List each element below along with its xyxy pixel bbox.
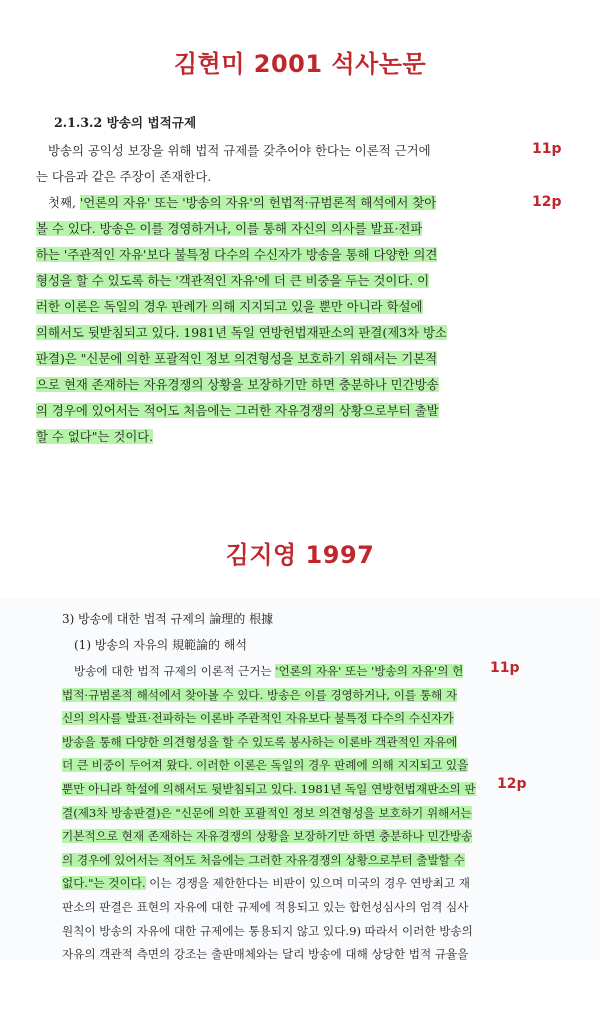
text-line — [62, 851, 465, 869]
text-line — [62, 898, 468, 916]
text-line — [48, 142, 431, 160]
page-marker-11p: 11p — [532, 141, 562, 157]
page-marker-12p: 12p — [497, 776, 527, 792]
section-heading: 3) 방송에 대한 법적 규제의 論理的 根據 — [62, 612, 274, 626]
highlighted-text: 볼 수 있다. 방송은 이를 경영하거나, 이를 통해 자신의 의사를 발표·전파 — [36, 221, 423, 236]
text-line — [36, 428, 153, 446]
document-title-kim-jiyoung: 김지영 1997 — [225, 541, 375, 569]
highlighted-text: 의 경우에 있어서는 적어도 처음에는 그러한 자유경쟁의 상황으로부터 출발할 수 — [62, 852, 465, 867]
highlighted-text: 뿐만 아니라 학설에 의해서도 뒷받침되고 있다. 1981년 독일 연방헌법재판소의 판 — [62, 782, 476, 796]
text-line — [48, 194, 436, 212]
page-marker-12p: 12p — [532, 194, 562, 210]
plain-text: 방송에 대한 법적 규제의 이론적 근거는 — [74, 664, 276, 678]
text-line — [36, 246, 437, 264]
highlighted-text: 의 경우에 있어서는 적어도 처음에는 그러한 자유경쟁의 상황으로부터 출발 — [36, 403, 439, 418]
highlighted-text: 방송을 통해 다양한 의견형성을 할 수 있도록 봉사하는 이론바 객관적인 자유에 — [62, 734, 458, 749]
text-line — [36, 298, 423, 316]
page-marker-11p: 11p — [490, 660, 520, 676]
thesis-excerpt-2001 — [0, 110, 600, 460]
highlighted-text: '언론의 자유' 또는 '방송의 자유'의 헌 — [275, 664, 464, 678]
highlighted-text: 할 수 없다"는 것이다. — [36, 429, 154, 444]
highlighted-text: 하는 '주관적인 자유'보다 불특정 다수의 수신자가 방송을 통해 다양한 의견 — [36, 247, 438, 262]
text-line — [62, 945, 468, 963]
highlighted-text: 더 큰 비중이 두어져 왔다. 이러한 이론은 독일의 경우 판례에 의해 지지되고 있을 — [62, 758, 469, 773]
plain-text: 자유의 객관적 측면의 강조는 출판매체와는 달리 방송에 대해 상당한 법적 규율을 — [62, 947, 469, 962]
plain-text: 원칙이 방송의 자유에 대한 규제에는 통용되지 않고 있다.9) 따라서 이러한 방송의 — [62, 923, 473, 938]
text-line — [36, 376, 439, 394]
text-line — [36, 350, 437, 368]
document-title-kim-hyunmi: 김현미 2001 석사논문 — [173, 50, 427, 78]
text-line — [36, 168, 211, 186]
highlighted-text: 법적·규범론적 해석에서 찾아볼 수 있다. 방송은 이를 경영하거나, 이를 통해 자 — [62, 687, 458, 702]
highlighted-text: 으로 현재 존재하는 자유경쟁의 상황을 보장하기만 하면 충분하나 민간방송 — [36, 377, 439, 392]
text-line — [62, 922, 473, 940]
text-line — [36, 402, 439, 420]
plain-text: 방송의 공익성 보장을 위해 법적 규제를 갖추어야 한다는 이론적 근거에 — [48, 143, 431, 158]
text-line — [62, 686, 457, 704]
highlighted-text: 신의 의사를 발표·전파하는 이론바 주관적인 자유보다 불특정 다수의 수신자가 — [62, 711, 454, 726]
text-line — [62, 874, 470, 892]
highlighted-text: '언론의 자유' 또는 '방송의 자유'의 헌법적·규범론적 해석에서 찾아 — [79, 195, 437, 210]
text-line — [62, 804, 472, 822]
text-line — [36, 220, 422, 238]
highlighted-text: 형성을 할 수 있도록 하는 '객관적인 자유'에 더 큰 비중을 두는 것이다. 이 — [36, 273, 430, 288]
text-line — [62, 756, 468, 774]
highlighted-text: 판결)은 "신문에 의한 포괄적인 정보 의견형성을 보호하기 위해서는 기본적 — [36, 351, 438, 366]
plain-text: 첫째, — [48, 195, 80, 210]
section-heading: 2.1.3.2 방송의 법적규제 — [54, 115, 197, 130]
paper-excerpt-1997 — [0, 598, 600, 960]
text-line — [74, 662, 463, 680]
highlighted-text: 결(제3차 방송판결)은 "신문에 의한 포괄적인 정보 의견형성을 보호하기 위해서는 — [62, 805, 472, 820]
text-line — [62, 709, 454, 727]
text-line — [62, 780, 476, 798]
plain-text: 는 다음과 같은 주장이 존재한다. — [36, 169, 212, 184]
subsection-heading: (1) 방송의 자유의 規範論的 해석 — [74, 638, 247, 652]
highlighted-text: 없다."는 것이다. — [62, 876, 146, 891]
highlighted-text: 의해서도 뒷받침되고 있다. 1981년 독일 연방헌법재판소의 판결(제3차 방소 — [36, 325, 447, 340]
text-line — [62, 827, 472, 845]
text-line — [36, 324, 447, 342]
plain-text: 판소의 판결은 표현의 자유에 대한 규제에 적용되고 있는 합헌성심사의 엄격 심사 — [62, 900, 469, 914]
text-line — [62, 733, 457, 751]
highlighted-text: 러한 이론은 독일의 경우 판례가 의해 지지되고 있을 뿐만 아니라 학설에 — [36, 299, 423, 314]
text-line — [36, 272, 429, 290]
plain-text: 이는 경쟁을 제한한다는 비판이 있으며 미국의 경우 연방최고 재 — [145, 876, 470, 891]
highlighted-text: 기본적으로 현재 존재하는 자유경쟁의 상황을 보장하기만 하면 충분하나 민간방송 — [62, 829, 473, 844]
